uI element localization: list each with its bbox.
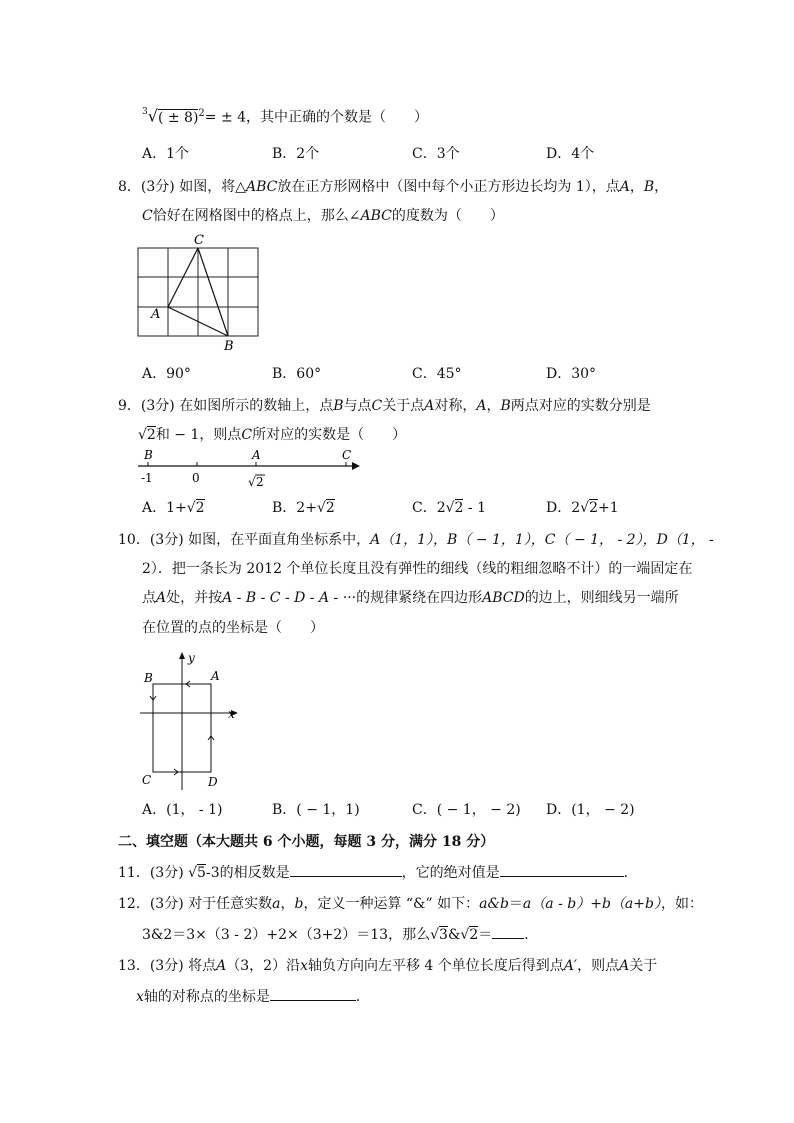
q10-text: 的规律紧绕在四边形: [356, 590, 483, 606]
q9-text: B: [333, 398, 344, 414]
q9-option-text: B．2+: [272, 500, 317, 516]
q12-text: ，定义一种运算 “&” 如下：: [303, 896, 480, 912]
q8-option-d[interactable]: D．30°: [546, 366, 597, 382]
q8-score: (3分): [140, 179, 175, 195]
q10-text: A（1，1），B（ − 1，1），C（ − 1， - 2），D（1， -: [370, 532, 714, 548]
q9-text: A: [476, 398, 487, 414]
q10-text: ABCD: [482, 590, 525, 606]
q9-option-rad: 2: [454, 500, 464, 516]
q13-text: 轴负方向向左平移 4 个单位长度后得到点: [307, 958, 564, 974]
q12-text: ＝: [508, 896, 523, 912]
q13-text: 轴的对称点的坐标是: [143, 989, 270, 1005]
label-a: A: [151, 307, 161, 322]
q13-text: ．: [355, 989, 370, 1005]
answer-blank[interactable]: [492, 924, 524, 939]
q9-text: 对称，: [434, 398, 477, 414]
q12-number: 12．: [118, 896, 150, 912]
q12-text: ＝: [478, 927, 493, 943]
q9-line1: [118, 396, 651, 416]
q9-option-rad: 2: [195, 500, 205, 516]
q10-coordinate-figure: [134, 650, 254, 800]
grid-lines: [138, 248, 258, 336]
q9-option-d[interactable]: [546, 498, 619, 518]
q7-tail: [142, 104, 428, 130]
q10-option-b[interactable]: B．( − 1，1): [272, 802, 360, 818]
radical-icon: √: [316, 500, 326, 516]
q12-line1: [118, 894, 703, 914]
q10-text: A: [156, 590, 167, 606]
q12-rad: 3: [439, 927, 448, 943]
q12-text: a（a - b）+b（a+b）: [522, 896, 661, 912]
q7-option-d[interactable]: D．4个: [546, 146, 595, 162]
q10-number: 10．: [118, 532, 150, 548]
q7-option-a[interactable]: A．1个: [142, 146, 190, 162]
radical-icon: √: [460, 927, 470, 943]
q9-text: C: [371, 398, 383, 414]
q12-text: ，如：: [660, 896, 703, 912]
axis-minus-one: -1: [141, 471, 153, 485]
q10-text: 如图，在平面直角坐标系中，: [188, 532, 371, 548]
q9-text: B: [500, 398, 511, 414]
radical-icon: √: [138, 427, 147, 443]
label-c: C: [142, 773, 152, 787]
q10-line4: 在位置的点的坐标是（ ）: [142, 620, 324, 636]
q10-option-c[interactable]: C．( − 1， − 2): [412, 802, 521, 818]
q12-text: ．: [524, 927, 539, 943]
q13-line1: [118, 956, 657, 976]
q11-rad: 5: [197, 865, 206, 881]
q13-line2: [136, 986, 370, 1007]
q9-text: C: [241, 427, 253, 443]
q10-text: A - B - C - D - A - ···: [222, 590, 357, 606]
q12-text: &: [447, 927, 461, 943]
q8-text: C: [142, 208, 153, 224]
q11-text: -3的相反数是: [205, 865, 290, 881]
q13-text: x: [300, 958, 308, 974]
q13-text: A: [619, 958, 630, 974]
y-label: y: [188, 651, 195, 665]
radical-icon: √: [445, 500, 455, 516]
axis-sqrt2: 2: [256, 475, 264, 489]
q7-radicand: ( ± 8): [157, 109, 199, 126]
q9-option-rad: 2: [325, 500, 335, 516]
q13-number: 13．: [118, 958, 150, 974]
q9-text: 所对应的实数是（ ）: [252, 427, 407, 443]
axis-label-b: B: [144, 448, 153, 462]
radical-icon: √: [147, 106, 158, 126]
q10-text: 的边上，则细线另一端所: [524, 590, 679, 606]
q11-text: ．: [623, 865, 638, 881]
axis-zero: 0: [192, 471, 200, 485]
q9-option-text: A．1+: [142, 500, 187, 516]
x-label: x: [228, 707, 235, 721]
q12-text: a&b: [479, 896, 509, 912]
q8-text: 恰好在网格图中的格点上，那么∠: [152, 208, 361, 224]
q8-option-a[interactable]: A．90°: [142, 366, 191, 382]
q13-score: (3分): [149, 958, 184, 974]
q9-option-a[interactable]: [142, 498, 205, 518]
q7-root-index: 3: [142, 106, 148, 117]
q8-line2: [142, 206, 504, 226]
q9-option-text: D．2: [546, 500, 581, 516]
answer-blank[interactable]: [270, 986, 356, 1001]
q8-text: 放在正方形网格中（图中每个小正方形边长均为 1），点: [277, 179, 620, 195]
label-b: B: [144, 671, 153, 685]
label-d: D: [208, 775, 218, 789]
q12-text: b: [294, 896, 304, 912]
label-b: B: [224, 339, 234, 354]
q9-line2: [138, 425, 406, 445]
q10-line1: [118, 530, 714, 550]
q10-line2: 2）．把一条长为 2012 个单位长度且没有弹性的细线（线的粗细忽略不计）的一端固定在: [142, 561, 693, 577]
q7-option-c[interactable]: C．3个: [412, 146, 460, 162]
q10-option-d[interactable]: D．(1， − 2): [546, 802, 635, 818]
q9-option-b[interactable]: [272, 498, 335, 518]
q11-score: (3分): [149, 865, 184, 881]
section-title: 二、填空题（本大题共 6 个小题，每题 3 分，满分 18 分）: [118, 834, 495, 850]
q9-score: (3分): [140, 398, 175, 414]
q13-text: ，则点: [577, 958, 620, 974]
q13-text: （3，2）沿: [226, 958, 301, 974]
q9-text: 在如图所示的数轴上，点: [179, 398, 334, 414]
radical-icon: √: [580, 500, 590, 516]
y-axis-arrow-icon: [179, 652, 185, 659]
q9-number: 9．: [118, 398, 141, 414]
q8-text: ，: [629, 179, 644, 195]
q12-text: a: [272, 896, 281, 912]
q8-text: 的度数为（ ）: [391, 208, 504, 224]
q8-grid-figure: [130, 230, 270, 355]
label-c: C: [194, 233, 204, 248]
q8-number: 8．: [118, 179, 141, 195]
q9-text: 两点对应的实数分别是: [510, 398, 651, 414]
q8-text: B: [643, 179, 655, 195]
q13-text: A: [216, 958, 227, 974]
radical-icon: √: [186, 500, 196, 516]
q8-text: ABC: [360, 208, 392, 224]
q11-line: [118, 862, 638, 883]
q10-line3: [142, 588, 679, 608]
axis-label-c: C: [342, 448, 352, 462]
q12-line2: [142, 924, 538, 945]
axis-arrow-icon: [352, 462, 360, 470]
q12-text: ，: [280, 896, 295, 912]
q10-score: (3分): [149, 532, 184, 548]
radical-icon: √: [248, 475, 256, 489]
q7-option-b[interactable]: B．2个: [272, 146, 320, 162]
q12-text: 对于任意实数: [188, 896, 273, 912]
radical-icon: √: [430, 927, 440, 943]
q13-text: 将点: [188, 958, 217, 974]
answer-blank[interactable]: [500, 862, 624, 877]
q10-text: 处，并按: [166, 590, 223, 606]
q9-text: A: [424, 398, 435, 414]
q10-option-a[interactable]: A．(1， - 1): [142, 802, 223, 818]
q13-text: 关于: [629, 958, 658, 974]
q8-option-c[interactable]: C．45°: [412, 366, 462, 382]
q9-text: ，: [486, 398, 501, 414]
q9-text: 与点: [343, 398, 372, 414]
q13-text: A′: [563, 958, 578, 974]
q8-line1: [118, 177, 668, 197]
radical-icon: √: [188, 865, 198, 881]
q10-text: 点: [142, 590, 156, 606]
q9-option-text: C．2: [412, 500, 446, 516]
q8-option-b[interactable]: B．60°: [272, 366, 322, 382]
q9-sqrt-value: 2: [146, 427, 156, 443]
answer-blank[interactable]: [290, 862, 402, 877]
q13-text: x: [136, 989, 144, 1005]
q8-text: 如图，将△: [179, 179, 246, 195]
q7-tail-text: = ± 4，其中正确的个数是（ ）: [204, 109, 429, 126]
q9-option-rad: 2: [589, 500, 598, 516]
q12-score: (3分): [149, 896, 184, 912]
q12-rad: 2: [469, 927, 479, 943]
q8-text: ，: [654, 179, 669, 195]
q8-text: A: [619, 179, 630, 195]
q11-text: ，它的绝对值是: [401, 865, 500, 881]
q7-exp: 2: [198, 108, 205, 119]
q9-option-text: +1: [597, 500, 619, 516]
q9-text: 和 − 1，则点: [155, 427, 242, 443]
axis-label-a: A: [252, 448, 261, 462]
q11-number: 11．: [118, 865, 150, 881]
q9-text: 关于点: [382, 398, 425, 414]
q9-number-line: [134, 446, 374, 494]
q8-text: ABC: [246, 179, 278, 195]
q9-option-c[interactable]: [412, 498, 486, 518]
q12-text: 3&2＝3×（3 - 2）+2×（3+2）＝13，那么: [142, 927, 431, 943]
q9-option-text: - 1: [463, 500, 487, 516]
label-a: A: [211, 669, 220, 683]
